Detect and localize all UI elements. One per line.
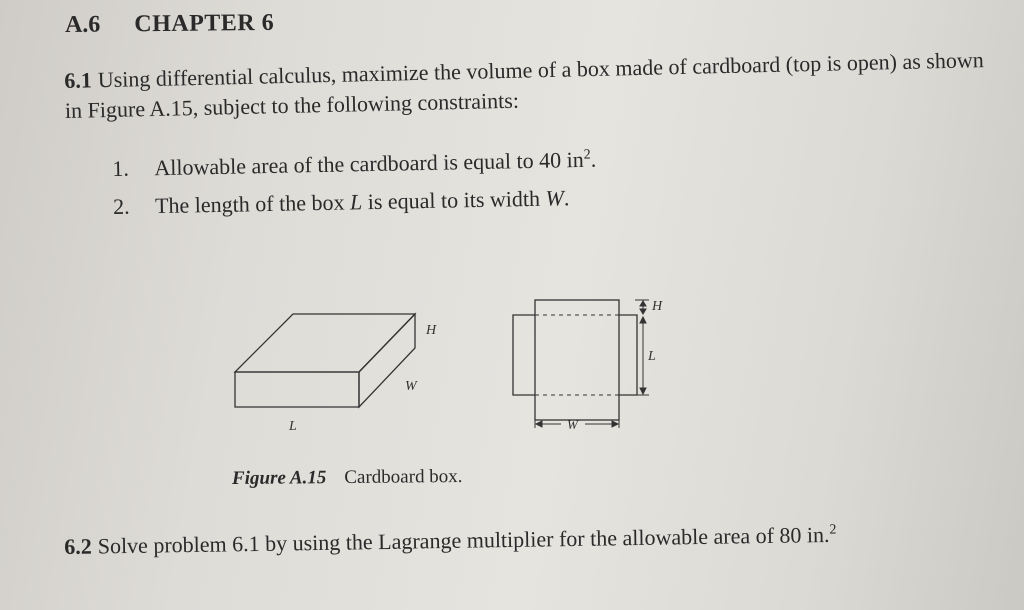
box-label-W: W (405, 379, 417, 394)
chapter-title: CHAPTER 6 (134, 9, 275, 38)
variable-L: L (349, 189, 363, 215)
net-left-flap (513, 315, 535, 395)
variable-W: W (545, 185, 565, 211)
dim-arrow-head (640, 388, 646, 394)
figure-a15 (225, 290, 685, 450)
box-front-face (235, 372, 359, 407)
constraint-text-mid: is equal to its width (361, 185, 546, 215)
dim-arrow-head (640, 301, 646, 306)
dim-arrow-head (640, 309, 646, 314)
net-right-flap (619, 315, 637, 395)
constraint-number: 1. (112, 155, 130, 181)
figure-label: Figure A.15 (231, 467, 327, 490)
problem-number: 6.2 (64, 533, 92, 559)
constraint-tail: . (563, 185, 570, 211)
dim-arrow-head (536, 421, 542, 427)
net-label-H: H (652, 299, 663, 314)
constraint-text: The length of the box (154, 189, 351, 219)
superscript: 2 (583, 147, 591, 163)
section-number: A.6 (64, 11, 101, 38)
dim-arrow-head (612, 421, 618, 427)
box-label-H: H (426, 323, 437, 338)
problem-number: 6.1 (64, 67, 93, 93)
problem-6-1 (64, 45, 985, 126)
box-label-L: L (289, 419, 297, 434)
page-header (65, 10, 274, 39)
figure-caption-text: Cardboard box. (344, 465, 463, 489)
net-label-W: W (567, 417, 578, 432)
problem-text: Using differential calculus, maximize the volume of a box made of cardboard (top is open) as shown in Figure A.15, subject to the following constraints: (64, 47, 984, 123)
box-top-face (235, 314, 415, 372)
net-base (535, 300, 619, 420)
problem-text: Solve problem 6.1 by using the Lagrange multiplier for the allowable area of 80 in. (97, 521, 830, 559)
problem-6-2 (64, 518, 984, 562)
figure-caption (232, 466, 463, 490)
dim-arrow-head (640, 317, 646, 323)
constraint-list (112, 137, 813, 226)
superscript: 2 (829, 522, 837, 538)
constraint-text: Allowable area of the cardboard is equal to 40 in (154, 146, 584, 181)
constraint-tail: . (590, 146, 597, 172)
net-label-L: L (648, 349, 656, 364)
constraint-number: 2. (112, 193, 130, 219)
